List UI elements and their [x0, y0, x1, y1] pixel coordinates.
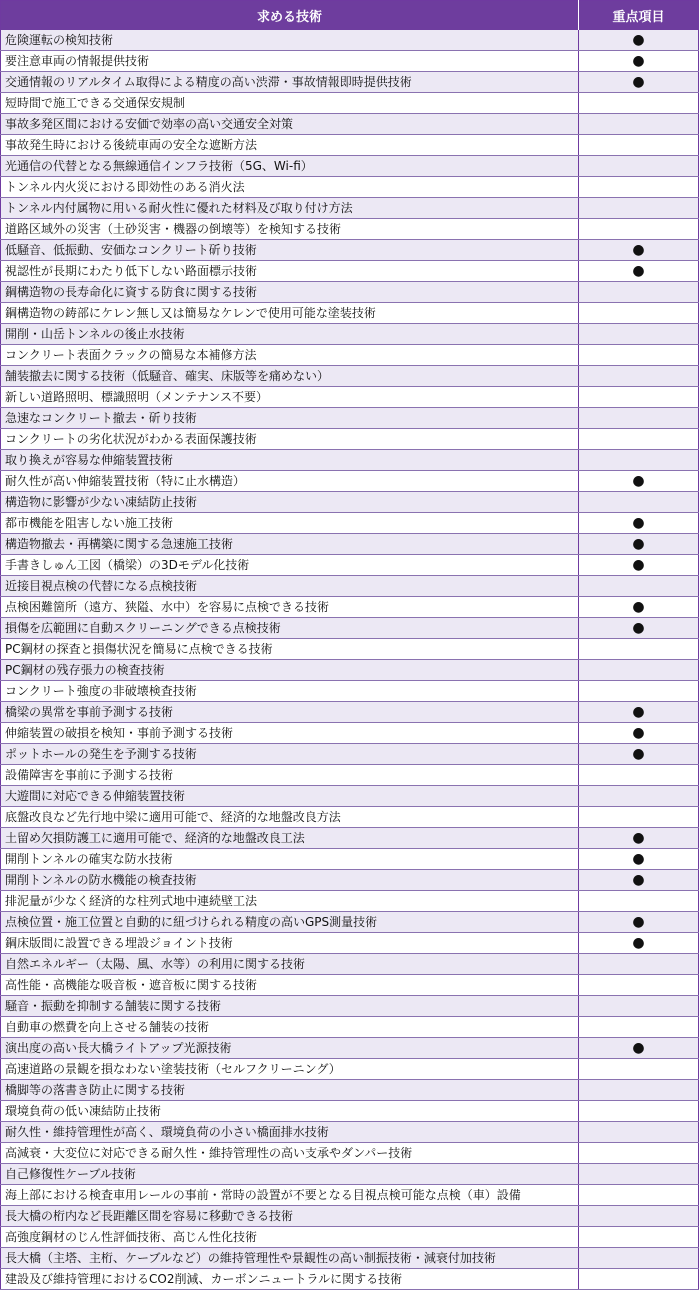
table-row [1, 1164, 699, 1185]
priority-cell [579, 555, 699, 576]
priority-mark-icon: ● [632, 263, 645, 279]
table-row [1, 429, 699, 450]
tech-cell: 耐久性・維持管理性が高く、環境負荷の小さい橋面排水技術 [1, 1122, 579, 1143]
tech-cell: トンネル内火災における即効性のある消火法 [1, 177, 579, 198]
table-row [1, 114, 699, 135]
table-row [1, 744, 699, 765]
priority-mark-icon: ● [632, 74, 645, 90]
table-row [1, 198, 699, 219]
priority-cell [579, 639, 699, 660]
table-row [1, 450, 699, 471]
table-row [1, 1017, 699, 1038]
tech-cell: 土留め欠損防護工に適用可能で、経済的な地盤改良工法 [1, 828, 579, 849]
priority-cell [579, 660, 699, 681]
tech-cell: 都市機能を阻害しない施工技術 [1, 513, 579, 534]
tech-cell: PC鋼材の残存張力の検査技術 [1, 660, 579, 681]
tech-cell: 急速なコンクリート撤去・斫り技術 [1, 408, 579, 429]
tech-cell: 高速道路の景観を損なわない塗装技術（セルフクリーニング） [1, 1059, 579, 1080]
priority-cell [579, 429, 699, 450]
priority-cell [579, 828, 699, 849]
priority-cell [579, 156, 699, 177]
priority-cell [579, 177, 699, 198]
tech-cell: 環境負荷の低い凍結防止技術 [1, 1101, 579, 1122]
priority-cell [579, 597, 699, 618]
tech-cell: 高性能・高機能な吸音板・遮音板に関する技術 [1, 975, 579, 996]
tech-cell: 道路区域外の災害（土砂災害・機器の倒壊等）を検知する技術 [1, 219, 579, 240]
priority-cell [579, 1269, 699, 1290]
table-row [1, 639, 699, 660]
priority-cell [579, 1143, 699, 1164]
table-row [1, 471, 699, 492]
table-row [1, 1269, 699, 1290]
table-row [1, 156, 699, 177]
table-row [1, 765, 699, 786]
table-row [1, 366, 699, 387]
priority-cell [579, 534, 699, 555]
priority-cell [579, 870, 699, 891]
table-row [1, 345, 699, 366]
priority-cell [579, 345, 699, 366]
priority-cell [579, 1080, 699, 1101]
tech-cell: 低騒音、低振動、安価なコンクリート斫り技術 [1, 240, 579, 261]
table-row [1, 1038, 699, 1059]
priority-mark-icon: ● [632, 725, 645, 741]
tech-cell: 自然エネルギー（太陽、風、水等）の利用に関する技術 [1, 954, 579, 975]
tech-cell: 大遊間に対応できる伸縮装置技術 [1, 786, 579, 807]
priority-cell [579, 954, 699, 975]
table-row [1, 219, 699, 240]
tech-cell: 海上部における検査車用レールの事前・常時の設置が不要となる目視点検可能な点検（車）設備 [1, 1185, 579, 1206]
table-row [1, 891, 699, 912]
priority-cell [579, 93, 699, 114]
priority-cell [579, 744, 699, 765]
table-row [1, 1122, 699, 1143]
table-row [1, 93, 699, 114]
table-row [1, 1143, 699, 1164]
tech-cell: 長大橋（主塔、主桁、ケーブルなど）の維持管理性や景観性の高い制振技術・減衰付加技術 [1, 1248, 579, 1269]
priority-cell [579, 135, 699, 156]
priority-cell [579, 765, 699, 786]
priority-mark-icon: ● [632, 935, 645, 951]
priority-cell [579, 261, 699, 282]
tech-cell: 近接目視点検の代替になる点検技術 [1, 576, 579, 597]
priority-cell [579, 807, 699, 828]
priority-mark-icon: ● [632, 704, 645, 720]
priority-cell [579, 1101, 699, 1122]
table-row [1, 408, 699, 429]
table-row [1, 1227, 699, 1248]
table-row [1, 261, 699, 282]
tech-cell: 自動車の燃費を向上させる舗装の技術 [1, 1017, 579, 1038]
priority-cell [579, 702, 699, 723]
table-row [1, 975, 699, 996]
table-row [1, 597, 699, 618]
tech-cell: トンネル内付属物に用いる耐火性に優れた材料及び取り付け方法 [1, 198, 579, 219]
priority-mark-icon: ● [632, 599, 645, 615]
table-row [1, 723, 699, 744]
tech-cell: 排泥量が少なく経済的な柱列式地中連続壁工法 [1, 891, 579, 912]
priority-cell [579, 849, 699, 870]
table-row [1, 912, 699, 933]
priority-mark-icon: ● [632, 1040, 645, 1056]
table-row [1, 849, 699, 870]
priority-cell [579, 1164, 699, 1185]
tech-cell: 設備障害を事前に予測する技術 [1, 765, 579, 786]
priority-cell [579, 723, 699, 744]
table-row [1, 303, 699, 324]
priority-cell [579, 1122, 699, 1143]
priority-cell [579, 912, 699, 933]
table-row [1, 324, 699, 345]
tech-cell: コンクリート強度の非破壊検査技術 [1, 681, 579, 702]
priority-cell [579, 681, 699, 702]
priority-mark-icon: ● [632, 872, 645, 888]
tech-cell: 鋼構造物の長寿命化に資する防食に関する技術 [1, 282, 579, 303]
tech-cell: コンクリート表面クラックの簡易な本補修方法 [1, 345, 579, 366]
priority-cell [579, 114, 699, 135]
priority-cell [579, 408, 699, 429]
tech-cell: 構造物に影響が少ない凍結防止技術 [1, 492, 579, 513]
priority-cell [579, 786, 699, 807]
tech-cell: 橋梁の異常を事前予測する技術 [1, 702, 579, 723]
priority-cell [579, 1038, 699, 1059]
priority-cell [579, 1227, 699, 1248]
priority-cell [579, 1059, 699, 1080]
priority-mark-icon: ● [632, 515, 645, 531]
table-row [1, 177, 699, 198]
table-row [1, 681, 699, 702]
tech-cell: ポットホールの発生を予測する技術 [1, 744, 579, 765]
priority-cell [579, 471, 699, 492]
priority-mark-icon: ● [632, 620, 645, 636]
table-header-row [1, 1, 699, 31]
tech-cell: 新しい道路照明、標識照明（メンテナンス不要） [1, 387, 579, 408]
tech-cell: 橋脚等の落書き防止に関する技術 [1, 1080, 579, 1101]
table-row [1, 282, 699, 303]
priority-cell [579, 219, 699, 240]
table-row [1, 1248, 699, 1269]
table-row [1, 30, 699, 51]
table-row [1, 135, 699, 156]
table-row [1, 996, 699, 1017]
tech-cell: 点検困難箇所（遠方、狭隘、水中）を容易に点検できる技術 [1, 597, 579, 618]
tech-cell: 要注意車両の情報提供技術 [1, 51, 579, 72]
table-row [1, 1059, 699, 1080]
table-row [1, 513, 699, 534]
tech-cell: 事故発生時における後続車両の安全な遮断方法 [1, 135, 579, 156]
table-row [1, 660, 699, 681]
priority-cell [579, 303, 699, 324]
tech-cell: 開削・山岳トンネルの後止水技術 [1, 324, 579, 345]
tech-cell: 自己修復性ケーブル技術 [1, 1164, 579, 1185]
tech-cell: 事故多発区間における安価で効率の高い交通安全対策 [1, 114, 579, 135]
tech-cell: 鋼構造物の鋳部にケレン無し又は簡易なケレンで使用可能な塗装技術 [1, 303, 579, 324]
table-body [1, 30, 699, 1290]
priority-cell [579, 324, 699, 345]
tech-cell: 手書きしゅん工図（橋梁）の3Dモデル化技術 [1, 555, 579, 576]
table-row [1, 807, 699, 828]
table-row [1, 387, 699, 408]
table-row [1, 828, 699, 849]
header-tech: 求める技術 [1, 1, 579, 31]
tech-cell: コンクリートの劣化状況がわかる表面保護技術 [1, 429, 579, 450]
tech-cell: 交通情報のリアルタイム取得による精度の高い渋滞・事故情報即時提供技術 [1, 72, 579, 93]
table-row [1, 1101, 699, 1122]
tech-cell: 鋼床版間に設置できる埋設ジョイント技術 [1, 933, 579, 954]
priority-cell [579, 282, 699, 303]
table-row [1, 534, 699, 555]
table-row [1, 933, 699, 954]
priority-cell [579, 72, 699, 93]
priority-cell [579, 387, 699, 408]
priority-cell [579, 891, 699, 912]
priority-cell [579, 576, 699, 597]
tech-cell: 伸縮装置の破損を検知・事前予測する技術 [1, 723, 579, 744]
priority-cell [579, 1206, 699, 1227]
header-priority: 重点項目 [579, 1, 699, 31]
tech-cell: 高強度鋼材のじん性評価技術、高じん性化技術 [1, 1227, 579, 1248]
tech-cell: PC鋼材の探査と損傷状況を簡易に点検できる技術 [1, 639, 579, 660]
priority-cell [579, 933, 699, 954]
table-row [1, 51, 699, 72]
table-row [1, 1080, 699, 1101]
priority-mark-icon: ● [632, 557, 645, 573]
tech-cell: 損傷を広範囲に自動スクリーニングできる点検技術 [1, 618, 579, 639]
table-row [1, 786, 699, 807]
tech-cell: 短時間で施工できる交通保安規制 [1, 93, 579, 114]
table-row [1, 492, 699, 513]
priority-cell [579, 450, 699, 471]
priority-cell [579, 1017, 699, 1038]
table-row [1, 72, 699, 93]
priority-cell [579, 618, 699, 639]
priority-mark-icon: ● [632, 914, 645, 930]
priority-cell [579, 1185, 699, 1206]
table-row [1, 618, 699, 639]
tech-cell: 危険運転の検知技術 [1, 30, 579, 51]
table-row [1, 702, 699, 723]
tech-cell: 点検位置・施工位置と自動的に紐づけられる精度の高いGPS測量技術 [1, 912, 579, 933]
priority-cell [579, 366, 699, 387]
priority-mark-icon: ● [632, 32, 645, 48]
table-row [1, 576, 699, 597]
tech-cell: 騒音・振動を抑制する舗装に関する技術 [1, 996, 579, 1017]
table-row [1, 1206, 699, 1227]
table-row [1, 1185, 699, 1206]
table-row [1, 870, 699, 891]
priority-cell [579, 240, 699, 261]
tech-cell: 構造物撤去・再構築に関する急速施工技術 [1, 534, 579, 555]
tech-cell: 高減衰・大変位に対応できる耐久性・維持管理性の高い支承やダンパー技術 [1, 1143, 579, 1164]
priority-mark-icon: ● [632, 53, 645, 69]
priority-mark-icon: ● [632, 536, 645, 552]
priority-cell [579, 198, 699, 219]
priority-mark-icon: ● [632, 830, 645, 846]
tech-cell: 取り換えが容易な伸縮装置技術 [1, 450, 579, 471]
tech-cell: 底盤改良など先行地中梁に適用可能で、経済的な地盤改良方法 [1, 807, 579, 828]
tech-cell: 建設及び維持管理におけるCO2削減、カーボンニュートラルに関する技術 [1, 1269, 579, 1290]
priority-mark-icon: ● [632, 473, 645, 489]
tech-cell: 光通信の代替となる無線通信インフラ技術（5G、Wi-fi） [1, 156, 579, 177]
priority-cell [579, 996, 699, 1017]
priority-mark-icon: ● [632, 851, 645, 867]
priority-cell [579, 1248, 699, 1269]
table-row [1, 954, 699, 975]
tech-cell: 演出度の高い長大橋ライトアップ光源技術 [1, 1038, 579, 1059]
priority-mark-icon: ● [632, 746, 645, 762]
priority-cell [579, 975, 699, 996]
priority-cell [579, 492, 699, 513]
tech-cell: 開削トンネルの確実な防水技術 [1, 849, 579, 870]
priority-cell [579, 30, 699, 51]
tech-cell: 舗装撤去に関する技術（低騒音、確実、床版等を痛めない） [1, 366, 579, 387]
priority-mark-icon: ● [632, 242, 645, 258]
tech-cell: 長大橋の桁内など長距離区間を容易に移動できる技術 [1, 1206, 579, 1227]
table-row [1, 555, 699, 576]
tech-cell: 耐久性が高い伸縮装置技術（特に止水構造） [1, 471, 579, 492]
tech-cell: 視認性が長期にわたり低下しない路面標示技術 [1, 261, 579, 282]
tech-cell: 開削トンネルの防水機能の検査技術 [1, 870, 579, 891]
table-row [1, 240, 699, 261]
priority-cell [579, 513, 699, 534]
priority-cell [579, 51, 699, 72]
